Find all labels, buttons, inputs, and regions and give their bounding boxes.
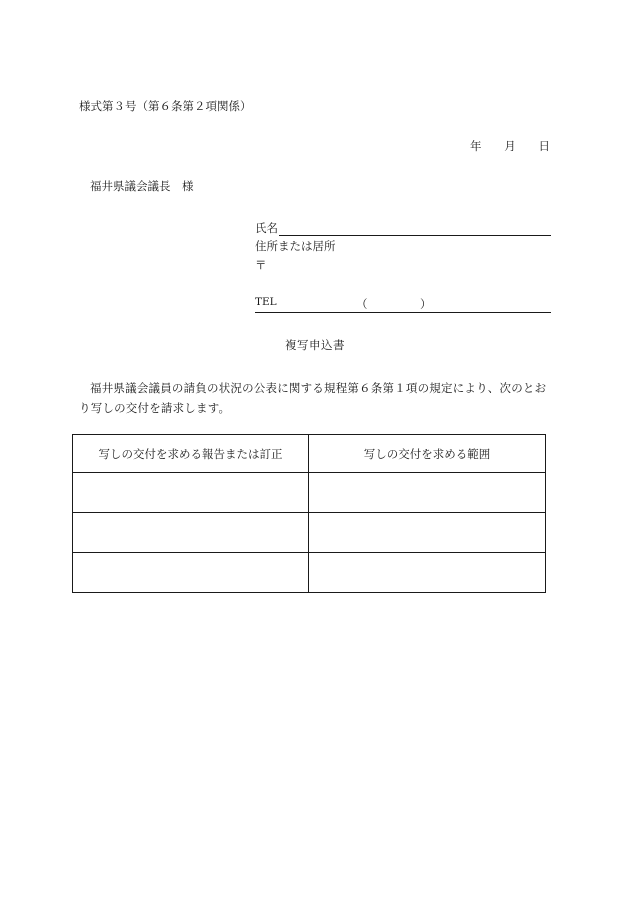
request-table [72, 434, 546, 593]
tel-label: TEL [255, 296, 277, 308]
body-text: 福井県議会議員の請負の状況の公表に関する規程第６条第１項の規定により、次のとおり写しの交付を請求します。 [79, 381, 547, 415]
table-cell-scope [309, 473, 546, 513]
table-row [73, 473, 546, 513]
table-row [73, 553, 546, 593]
addressee: 福井県議会議長 様 [90, 179, 194, 193]
tel-field [255, 296, 551, 313]
table-cell-scope [309, 553, 546, 593]
document-title-text: 複写申込書 [285, 338, 345, 352]
name-field [255, 220, 551, 236]
date-month: 月 [504, 139, 516, 153]
date-year: 年 [470, 139, 482, 153]
name-label: 氏名 [255, 221, 278, 235]
tel-paren-close: ） [420, 297, 432, 311]
table-cell-scope [309, 513, 546, 553]
table-header-report: 写しの交付を求める報告または訂正 [73, 435, 309, 473]
name-underline [279, 221, 551, 236]
table-cell-report [73, 553, 309, 593]
form-number: 様式第３号（第６条第２項関係） [79, 99, 252, 113]
document-title [0, 337, 630, 353]
tel-paren-open: （ [356, 297, 368, 311]
address-label: 住所または居所 [255, 239, 336, 253]
date-day: 日 [538, 139, 550, 153]
date-line [470, 138, 550, 154]
table-cell-report [73, 513, 309, 553]
table-row [73, 513, 546, 553]
table-header-scope: 写しの交付を求める範囲 [309, 435, 546, 473]
postal-mark: 〒 [255, 258, 267, 272]
table-cell-report [73, 473, 309, 513]
table-header-row [73, 435, 546, 473]
